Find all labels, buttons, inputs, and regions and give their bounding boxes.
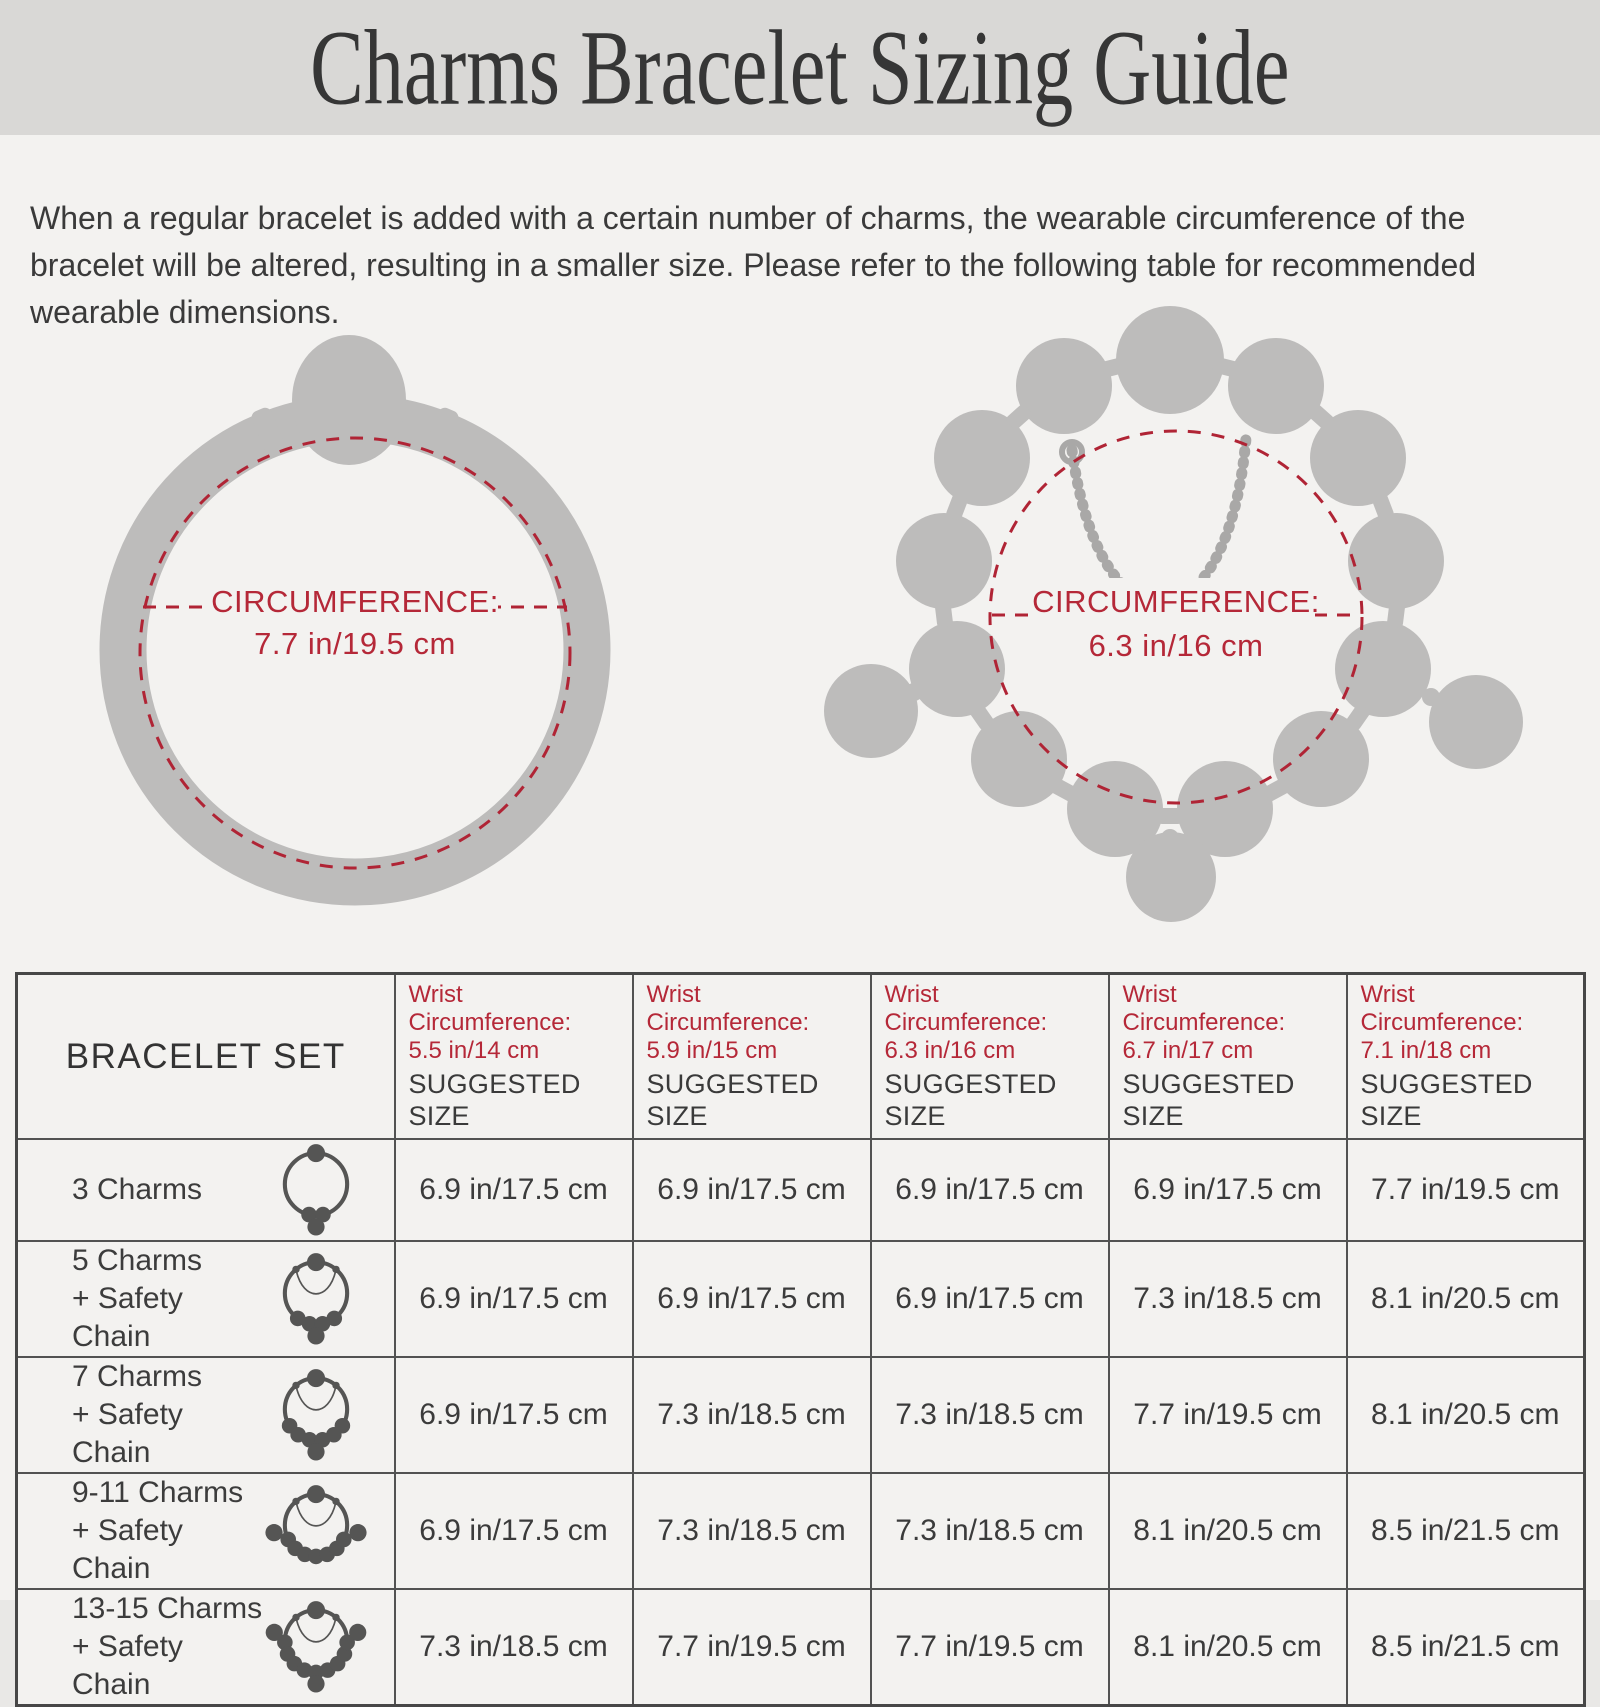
bracelet-set-cell [17,1357,395,1473]
bracelet-set-cell [17,1139,395,1241]
circumference-label: CIRCUMFERENCE: [1032,584,1320,619]
bracelet-set-icon [264,1140,368,1240]
wrist-circumference-value: 5.9 in/15 cm [646,1037,778,1064]
charm-bracelet-diagram [700,300,1600,960]
wrist-circumference-label: Wrist Circumference: [408,981,572,1036]
wrist-circumference-label: Wrist Circumference: [646,981,810,1036]
suggested-size-value: 6.9 in/17.5 cm [633,1241,871,1357]
column-header-wrist-17cm [1109,974,1347,1140]
plain-bracelet-diagram [0,300,700,960]
column-header-wrist-18cm [1347,974,1585,1140]
suggested-size-value: 6.9 in/17.5 cm [395,1357,633,1473]
suggested-size-value: 7.7 in/19.5 cm [871,1589,1109,1706]
wrist-circumference-value: 6.7 in/17 cm [1122,1037,1254,1064]
suggested-size-value: 6.9 in/17.5 cm [871,1241,1109,1357]
bracelet-set-cell [17,1241,395,1357]
bracelet-set-icon [264,1365,368,1465]
bracelet-set-label: 5 Charms + Safety Chain [72,1244,203,1353]
title-band [0,0,1600,135]
circumference-value: 7.7 in/19.5 cm [254,626,456,661]
suggested-size-label: SUGGESTED SIZE [1360,1069,1533,1131]
suggested-size-value: 7.7 in/19.5 cm [1109,1357,1347,1473]
wrist-circumference-value: 7.1 in/18 cm [1360,1037,1492,1064]
table-row [17,1589,1585,1706]
wrist-circumference-value: 5.5 in/14 cm [408,1037,540,1064]
suggested-size-label: SUGGESTED SIZE [408,1069,581,1131]
suggested-size-value: 7.3 in/18.5 cm [871,1473,1109,1589]
bracelet-set-cell [17,1473,395,1589]
suggested-size-value: 8.5 in/21.5 cm [1347,1473,1585,1589]
suggested-size-value: 6.9 in/17.5 cm [395,1473,633,1589]
bracelet-set-icon [264,1249,368,1349]
dangle-charm-bottom [1126,832,1216,922]
intro-text: When a regular bracelet is added with a certain number of charms, the wearable circumference of the bracelet will be altered, resulting in a smaller size. Please refer to the following table for recommended wearable dimensions. [30,200,1477,330]
dangle-charm-left [824,664,918,758]
bracelet-set-header: BRACELET SET [17,974,395,1140]
table-row [17,1139,1585,1241]
suggested-size-value: 8.1 in/20.5 cm [1109,1589,1347,1706]
column-header-wrist-16cm [871,974,1109,1140]
wrist-circumference-label: Wrist Circumference: [1122,981,1286,1036]
column-header-wrist-15cm [633,974,871,1140]
wrist-circumference-label: Wrist Circumference: [1360,981,1524,1036]
suggested-size-value: 8.1 in/20.5 cm [1347,1241,1585,1357]
suggested-size-value: 6.9 in/17.5 cm [633,1139,871,1241]
suggested-size-label: SUGGESTED SIZE [646,1069,819,1131]
bracelet-set-cell [17,1589,395,1706]
suggested-size-label: SUGGESTED SIZE [1122,1069,1295,1131]
bracelet-set-label: 9-11 Charms + Safety Chain [72,1476,244,1585]
sizing-table [15,972,1586,1707]
suggested-size-value: 7.3 in/18.5 cm [395,1589,633,1706]
suggested-size-value: 7.7 in/19.5 cm [1347,1139,1585,1241]
wrist-circumference-label: Wrist Circumference: [884,981,1048,1036]
suggested-size-value: 8.1 in/20.5 cm [1347,1357,1585,1473]
suggested-size-value: 8.1 in/20.5 cm [1109,1473,1347,1589]
circumference-label: CIRCUMFERENCE: [211,584,499,619]
table-row [17,1241,1585,1357]
table-row [17,1473,1585,1589]
suggested-size-value: 7.3 in/18.5 cm [1109,1241,1347,1357]
circumference-value: 6.3 in/16 cm [1088,628,1264,663]
bracelet-set-label: 7 Charms + Safety Chain [72,1360,203,1469]
bracelet-set-label: 13-15 Charms + Safety Chain [72,1592,263,1701]
table-row [17,1357,1585,1473]
bracelet-set-icon [264,1597,368,1697]
suggested-size-label: SUGGESTED SIZE [884,1069,1057,1131]
table-header-row [17,974,1585,1140]
clasp-bead [1116,306,1224,414]
wrist-circumference-value: 6.3 in/16 cm [884,1037,1016,1064]
bracelet-set-icon [264,1481,368,1581]
clasp-silhouette [292,335,406,465]
suggested-size-value: 7.3 in/18.5 cm [871,1357,1109,1473]
suggested-size-value: 6.9 in/17.5 cm [1109,1139,1347,1241]
dangle-charm-right [1429,675,1523,769]
column-header-wrist-14cm [395,974,633,1140]
suggested-size-value: 6.9 in/17.5 cm [395,1139,633,1241]
bracelet-set-label: 3 Charms [72,1173,203,1206]
suggested-size-value: 7.7 in/19.5 cm [633,1589,871,1706]
suggested-size-value: 7.3 in/18.5 cm [633,1357,871,1473]
suggested-size-value: 8.5 in/21.5 cm [1347,1589,1585,1706]
suggested-size-value: 7.3 in/18.5 cm [633,1473,871,1589]
suggested-size-value: 6.9 in/17.5 cm [871,1139,1109,1241]
page-title: Charms Bracelet Sizing Guide [310,8,1290,127]
suggested-size-value: 6.9 in/17.5 cm [395,1241,633,1357]
